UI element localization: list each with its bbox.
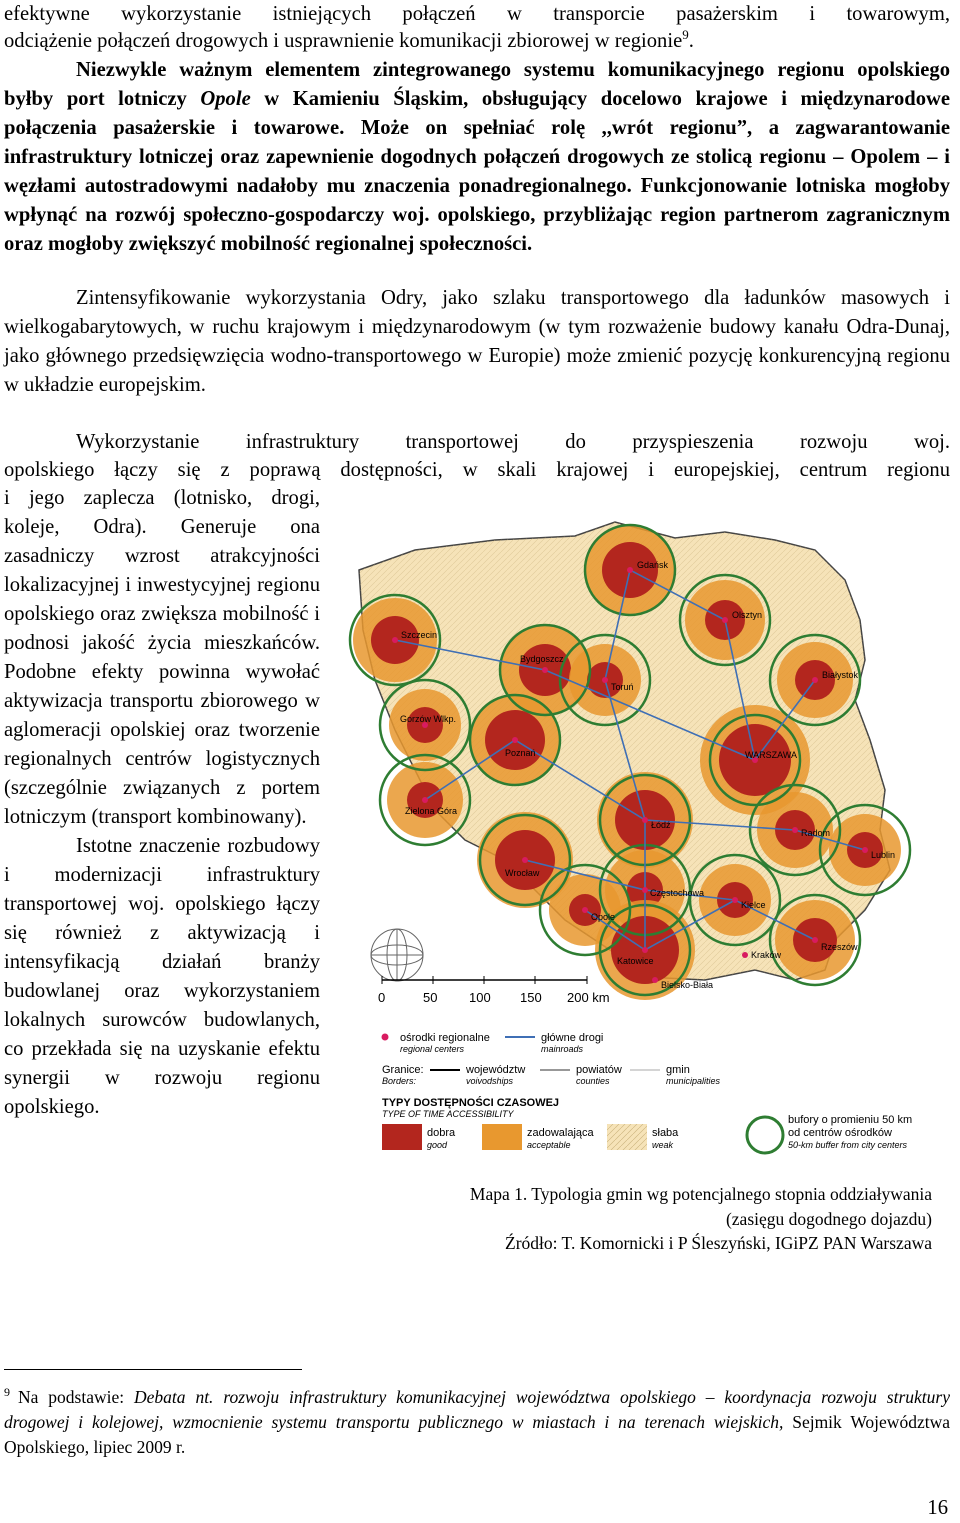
- map-legend: [382, 1032, 913, 1153]
- city-label: Rzeszów: [821, 942, 858, 952]
- footnote-number: 9: [4, 1385, 10, 1399]
- svg-text:TYPE OF TIME ACCESSIBILITY: TYPE OF TIME ACCESSIBILITY: [382, 1109, 514, 1119]
- city-label: Częstochowa: [650, 888, 705, 898]
- city-label: Radom: [801, 828, 831, 838]
- infra-line-2: opolskiego łączy się z poprawą dostępności, w skali krajowej i europejskiej, centrum regionu: [4, 459, 950, 481]
- svg-text:mainroads: mainroads: [541, 1044, 584, 1054]
- svg-text:acceptable: acceptable: [527, 1140, 571, 1150]
- footnote-ref[interactable]: 9: [682, 27, 689, 43]
- city-label: Łódź: [651, 820, 671, 830]
- svg-text:TYPY DOSTĘPNOŚCI CZASOWEJ: TYPY DOSTĘPNOŚCI CZASOWEJ: [382, 1097, 560, 1109]
- footnote-divider: [4, 1369, 302, 1370]
- city-label: Toruń: [611, 682, 634, 692]
- svg-text:bufory o promieniu 50 km: bufory o promieniu 50 km: [788, 1114, 913, 1126]
- svg-text:voivodships: voivodships: [466, 1076, 514, 1086]
- map-figure: [345, 510, 950, 1175]
- city-label: Olsztyn: [732, 610, 763, 620]
- city-label: Wrocław: [505, 868, 540, 878]
- city-label: Lublin: [871, 850, 896, 860]
- city-label: Zielona Góra: [405, 806, 458, 816]
- svg-text:od centrów ośrodków: od centrów ośrodków: [788, 1127, 892, 1139]
- scale-tick: 100: [469, 990, 491, 1005]
- intro-line-2: odciążenie połączeń drogowych i usprawnienie komunikacji zbiorowej w regionie$^9$.: [4, 27, 694, 52]
- footnote: $^9$ Na podstawie: Debata nt. rozwoju infrastruktury komunikacyjnej województwa opolskiego – koordynacja rozwoju struktury drogowej i kolejowej, wzmocnienie systemu transportu publicznego w miastach i na terenach wiejskich, Sejmik Województwa Opolskiego, lipiec 2009 r.: [4, 1385, 950, 1457]
- svg-text:główne drogi: główne drogi: [541, 1032, 604, 1044]
- city-label: Poznań: [505, 748, 536, 758]
- caption-source: Źródło: T. Komornicki i P Śleszyński, IGiPZ PAN Warszawa: [505, 1233, 932, 1253]
- svg-text:słaba: słaba: [652, 1127, 679, 1139]
- svg-text:Borders:: Borders:: [382, 1076, 417, 1086]
- caption-line-1: Mapa 1. Typologia gmin wg potencjalnego stopnia oddziaływania: [469, 1184, 932, 1204]
- svg-text:50-km buffer from city centers: 50-km buffer from city centers: [788, 1140, 908, 1150]
- svg-text:województw: województw: [466, 1064, 526, 1076]
- building-paragraph: Istotne znaczenie rozbudowy i modernizacji infrastruktury transportowej woj. opolskiego łączy się również z aktywizacją i intensyfikacją działań branży budowlanej oraz wykorzystaniem lokalnych surowców budowlanych, co przekłada się na uzyskanie efektu synergii w rozwoju regionu opolskiego.: [4, 835, 320, 1118]
- city-label: Katowice: [617, 956, 654, 966]
- compass-icon: [371, 929, 423, 981]
- scale-tick: 150: [520, 990, 542, 1005]
- infra-line-1: Wykorzystanie infrastruktury transportowej do przyspieszenia rozwoju woj.: [76, 431, 950, 453]
- poland-accessibility-map: [345, 510, 950, 1175]
- svg-text:good: good: [427, 1140, 448, 1150]
- city-label: Kielce: [741, 900, 766, 910]
- city-label: WARSZAWA: [745, 750, 797, 760]
- city-label: Bydgoszcz: [520, 654, 564, 664]
- city-label: Opole: [591, 912, 616, 922]
- map-caption: [360, 1182, 932, 1256]
- scale-tick: 50: [423, 990, 438, 1005]
- city-label: Kraków: [751, 950, 782, 960]
- svg-text:weak: weak: [652, 1140, 674, 1150]
- svg-text:Granice:: Granice:: [382, 1064, 424, 1076]
- svg-text:municipalities: municipalities: [666, 1076, 721, 1086]
- page-number: 16: [927, 1497, 948, 1519]
- svg-text:ośrodki regionalne: ośrodki regionalne: [400, 1032, 490, 1044]
- city-label: Białystok: [822, 670, 859, 680]
- odra-paragraph: Zintensyfikowanie wykorzystania Odry, jako szlaku transportowego dla ładunków masowych i wielkogabarytowych, w ruchu krajowym i międzynarodowym (w tym rozważenie budowy kanału Odra-Dunaj, jako głównego przedsięwzięcia wodno-transportowego w Europie) może zmienić pozycję konkurencyjną regionu w układzie europejskim.: [4, 287, 950, 396]
- scale-bar: [378, 976, 610, 1005]
- city-label: Gorzów Wlkp.: [400, 714, 457, 724]
- svg-text:gmin: gmin: [666, 1064, 690, 1076]
- left-column: [4, 484, 320, 1122]
- airport-paragraph: Niezwykle ważnym elementem zintegrowanego systemu komunikacyjnego regionu opolskiego byłby port lotniczy Opole w Kamieniu Śląskim, obsługujący docelowo krajowe i międzynarodowe połączenia pasażerskie i towarowe. Może on spełniać rolę ,,wrót regionu”, a zagwarantowanie infrastruktury lotniczej oraz zapewnienie dogodnych połączeń drogowych ze stolicą regionu – Opolem – i węzłami autostradowymi nadałoby mu znaczenia ponadregionalnego. Funkcjonowanie lotniska mogłoby wpłynąć na rozwój społeczno-gospodarczy woj. opolskiego, przybliżając region partnerom zagranicznym oraz mogłoby zwiększyć mobilność regionalnej społeczności.: [4, 59, 950, 255]
- svg-text:counties: counties: [576, 1076, 610, 1086]
- caption-line-2: (zasięgu dogodnego dojazdu): [725, 1208, 932, 1229]
- scale-tick: 0: [378, 990, 386, 1005]
- city-label: Gdańsk: [637, 560, 669, 570]
- svg-text:powiatów: powiatów: [576, 1064, 622, 1076]
- svg-text:regional centers: regional centers: [400, 1044, 465, 1054]
- city-label: Szczecin: [401, 630, 438, 640]
- intro-line-1: efektywne wykorzystanie istniejących połączeń w transporcie pasażerskim i towarowym,: [4, 3, 950, 25]
- svg-text:zadowalająca: zadowalająca: [527, 1127, 594, 1139]
- svg-text:dobra: dobra: [427, 1127, 456, 1139]
- scale-tick: 200 km: [567, 990, 610, 1005]
- city-label: Bielsko-Biała: [661, 980, 714, 990]
- infra-paragraph-wrapped: i jego zaplecza (lotnisko, drogi, koleje, Odra). Generuje ona zasadniczy wzrost atrakcyjności lokalizacyjnej i inwestycyjnej regionu opolskiego oraz zwiększa mobilność i podnosi jakość życia mieszkańców. Podobne efekty powinna wywołać aktywizacja transportu zbiorowego w aglomeracji opolskiej oraz tworzenie regionalnych centrów logistycznych (szczególnie związanych z portem lotniczym (transport kombinowany).: [4, 487, 320, 828]
